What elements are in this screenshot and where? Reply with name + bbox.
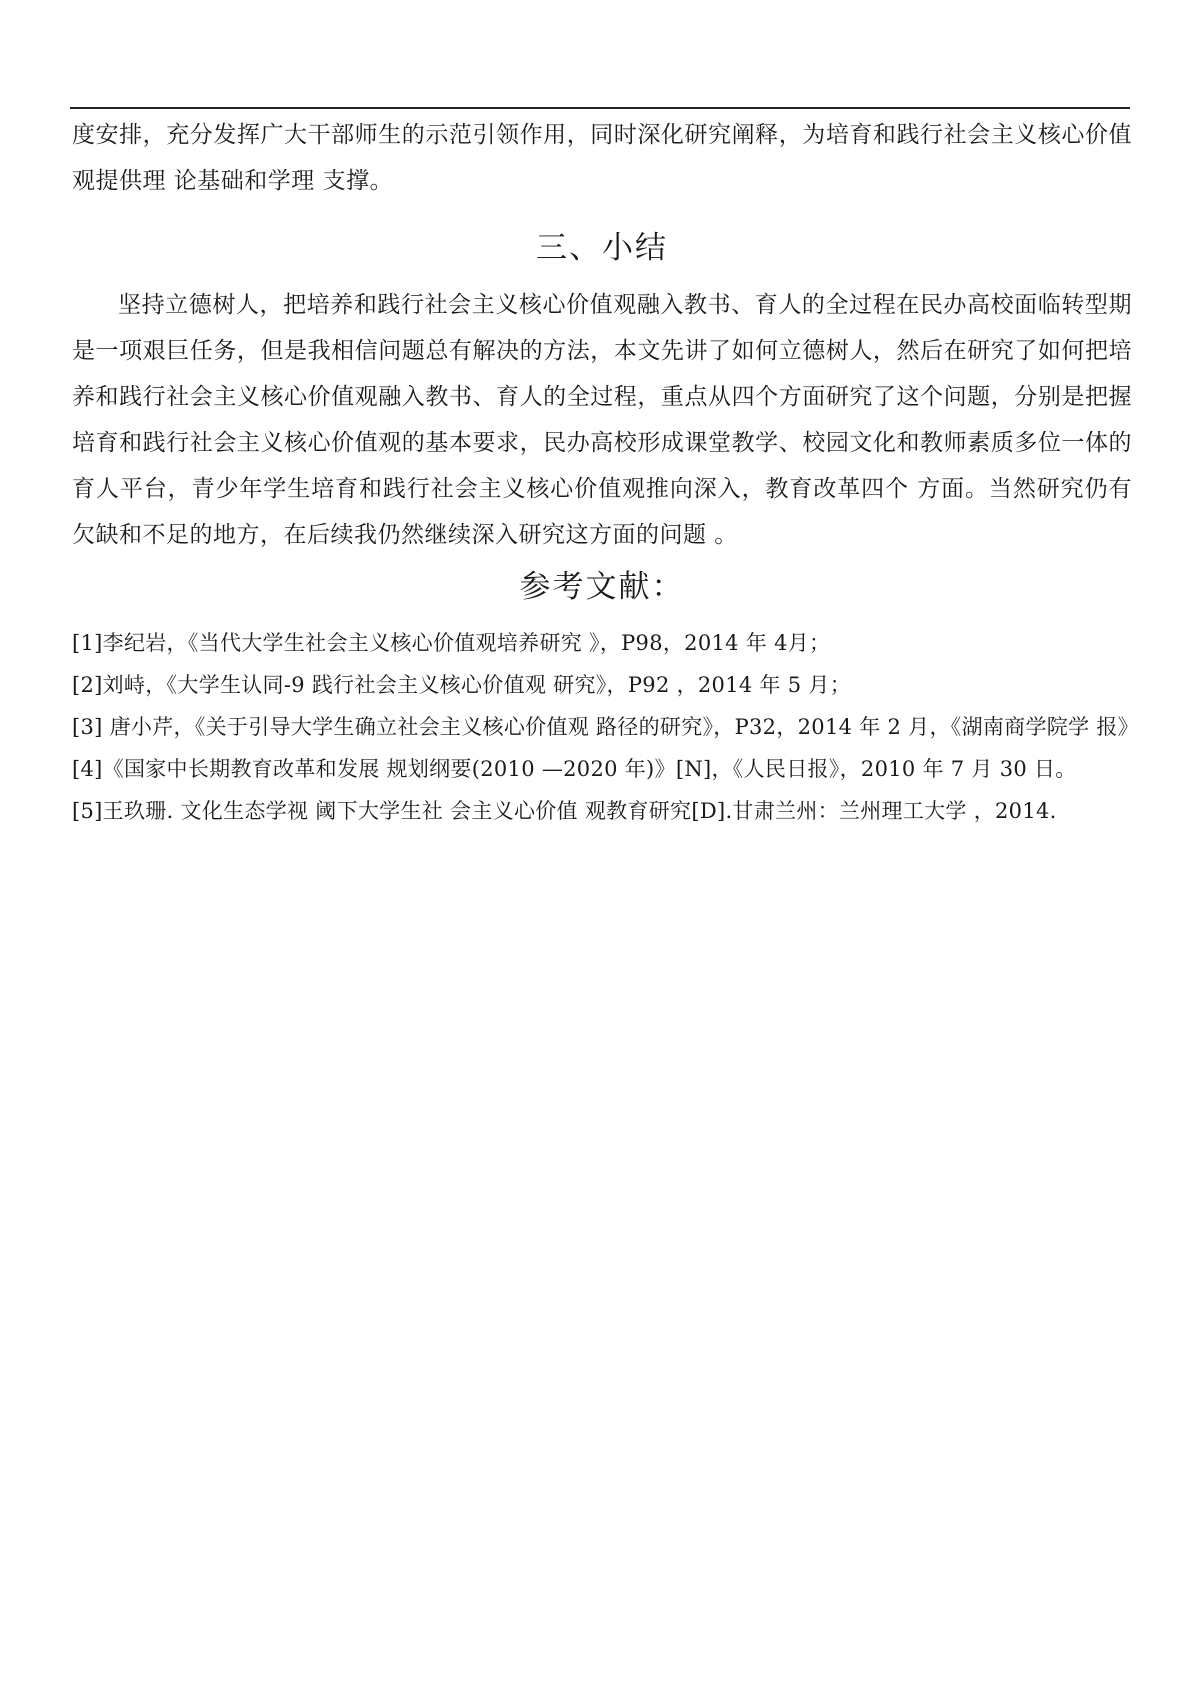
header-rule: [70, 107, 1130, 109]
summary-paragraph: 坚持立德树人，把培养和践行社会主义核心价值观融入教书、育人的全过程在民办高校面临转型期是一项艰巨任务，但是我相信问题总有解决的方法，本文先讲了如何立德树人，然后在研究了如何把培养和践行社会主义核心价值观融入教书、育人的全过程，重点从四个方面研究了这个问题，分别是把握培育和践行社会主义核心价值观的基本要求，民办高校形成课堂教学、校园文化和教师素质多位一体的育人平台，青少年学生培育和践行社会主义核心价值观推向深入，教育改革四个 方面。当然研究仍有欠缺和不足的地方，在后续我仍然继续深入研究这方面的问题 。: [72, 292, 1132, 548]
reference-item: [1]李纪岩，《当代大学生社会主义核心价值观培养研究 》，P98，2014 年 4月；: [72, 631, 831, 655]
reference-item: [5]王玖珊. 文化生态学视 阈下大学生社 会主义心价值 观教育研究[D].甘肃兰州：兰州理工大学 ，2014.: [72, 799, 1057, 823]
references-list: [72, 622, 1139, 832]
page-content: [72, 112, 1139, 832]
summary-heading: 三、小结: [536, 230, 668, 266]
reference-item: [2]刘峙，《大学生认同-9 践行社会主义核心价值观 研究》，P92 ，2014 年 5 月；: [72, 673, 852, 697]
reference-item: [4]《国家中长期教育改革和发展 规划纲要(2010 —2020 年)》[N]，《人民日报》，2010 年 7 月 30 日。: [72, 757, 1077, 781]
reference-item: [3] 唐小芹，《关于引导大学生确立社会主义核心价值观 路径的研究》，P32，2014 年 2 月，《湖南商学院学 报》: [72, 715, 1139, 739]
references-heading: 参考文献：: [519, 569, 685, 605]
intro-paragraph: 度安排，充分发挥广大干部师生的示范引领作用，同时深化研究阐释，为培育和践行社会主义核心价值观提供理 论基础和学理 支撑。: [72, 122, 1132, 194]
